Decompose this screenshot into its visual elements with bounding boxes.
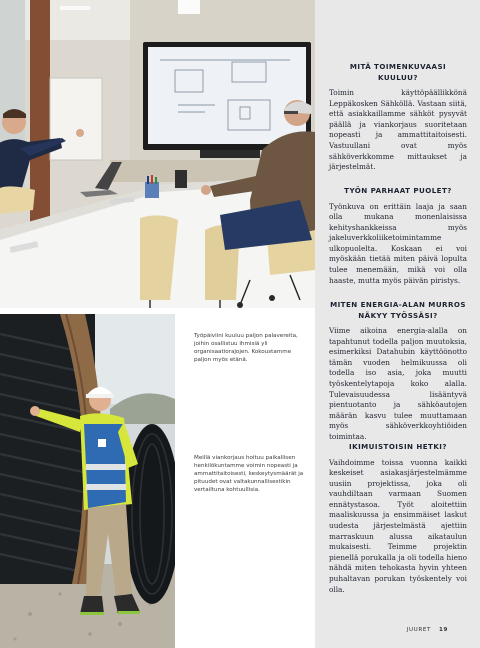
- page-footer: [407, 627, 448, 633]
- qa-block-energy-transition: [329, 300, 467, 443]
- interview-column: [315, 0, 480, 648]
- qa-heading: IKIMUISTOISIN HETKI?: [349, 442, 447, 451]
- page-number: 19: [439, 627, 448, 633]
- qa-answer: Vaihdoimme toissa vuonna kaikki keskeiset asiakasjärjestelmämme uusiin projektissa, joka oli vauhdiltaan varmaan Suomen ennätystasoa. Työt aloitettiin maaliskuussa ja ensimmäiset laskut uudesta järjestelmästä ajettiin marraskuun alussa aikataulun mukaisesti. Teimme projektin pienellä porukalla ja oli todella hieno nähdä miten tehokasta hyvin yhteen puhaltavan porukan työskentely voi olla.: [329, 457, 467, 594]
- magazine-name: JUURET: [406, 627, 432, 633]
- qa-heading: MITEN ENERGIA-ALAN MURROS NÄKYY TYÖSSÄSI?: [330, 300, 466, 320]
- qa-heading: MITÄ TOIMENKUVAASI KUULUU?: [349, 62, 447, 82]
- qa-answer: Työnkuva on erittäin laaja ja saan olla mukana monenlaisissa kehityshankkeissa myös jakeluverkkoliiketoimintamme ulkopuolelta. Koskaan ei voi myöskään tietää miten päivä lopulta tulee menemään, mikä voi olla haaste, mutta myös päivän piristys.: [329, 201, 467, 285]
- qa-answer: Viime aikoina energia-alalla on tapahtunut todella paljon muutoksia, esimerkiksi Datahubin käyttöönotto tämän vuoden helmikuussa oli todella iso asia, joka muutti työskentelytapoja koko alalla. Tulevaisuudessa lisääntyvä pientuotanto ja sähköautojen määrän kasvu tulee muuttamaan myös sähköverkkoyhtiöiden toimintaa.: [329, 326, 467, 441]
- qa-answer: Toimin käyttöpäällikkönä Leppäkosken Sähköllä. Vastaan siitä, että asiakkaillamme sähköt pysyvät päällä ja viankorjaus suoritetaan nopeasti ja ammattitaitoisesti. Vastuullani ovat myös sähköverkkomme mittaukset ja järjestelmät.: [329, 88, 467, 172]
- meeting-room-photo: [0, 0, 315, 308]
- cable-drum-photo: [0, 314, 175, 648]
- qa-heading: TYÖN PARHAAT PUOLET?: [344, 186, 452, 195]
- qa-block-memorable-moment: [329, 442, 467, 595]
- qa-block-best-parts: [329, 186, 467, 286]
- meeting-caption: Työpäiviini kuuluu paljon palavereita, joihin osallistuu ihmisiä yli organisaatiorajojen. Kokoustamme paljon myös etänä.: [194, 333, 298, 364]
- repair-caption: Meillä viankorjaus hoituu paikallisen henkilökuntamme voimin nopeasti ja ammattitaitoisesti, keskeytysmäärät ja pituudet ovat valtakunnallisestikin vertailtuna kohtuullisia.: [194, 455, 304, 494]
- qa-block-role: [329, 62, 467, 173]
